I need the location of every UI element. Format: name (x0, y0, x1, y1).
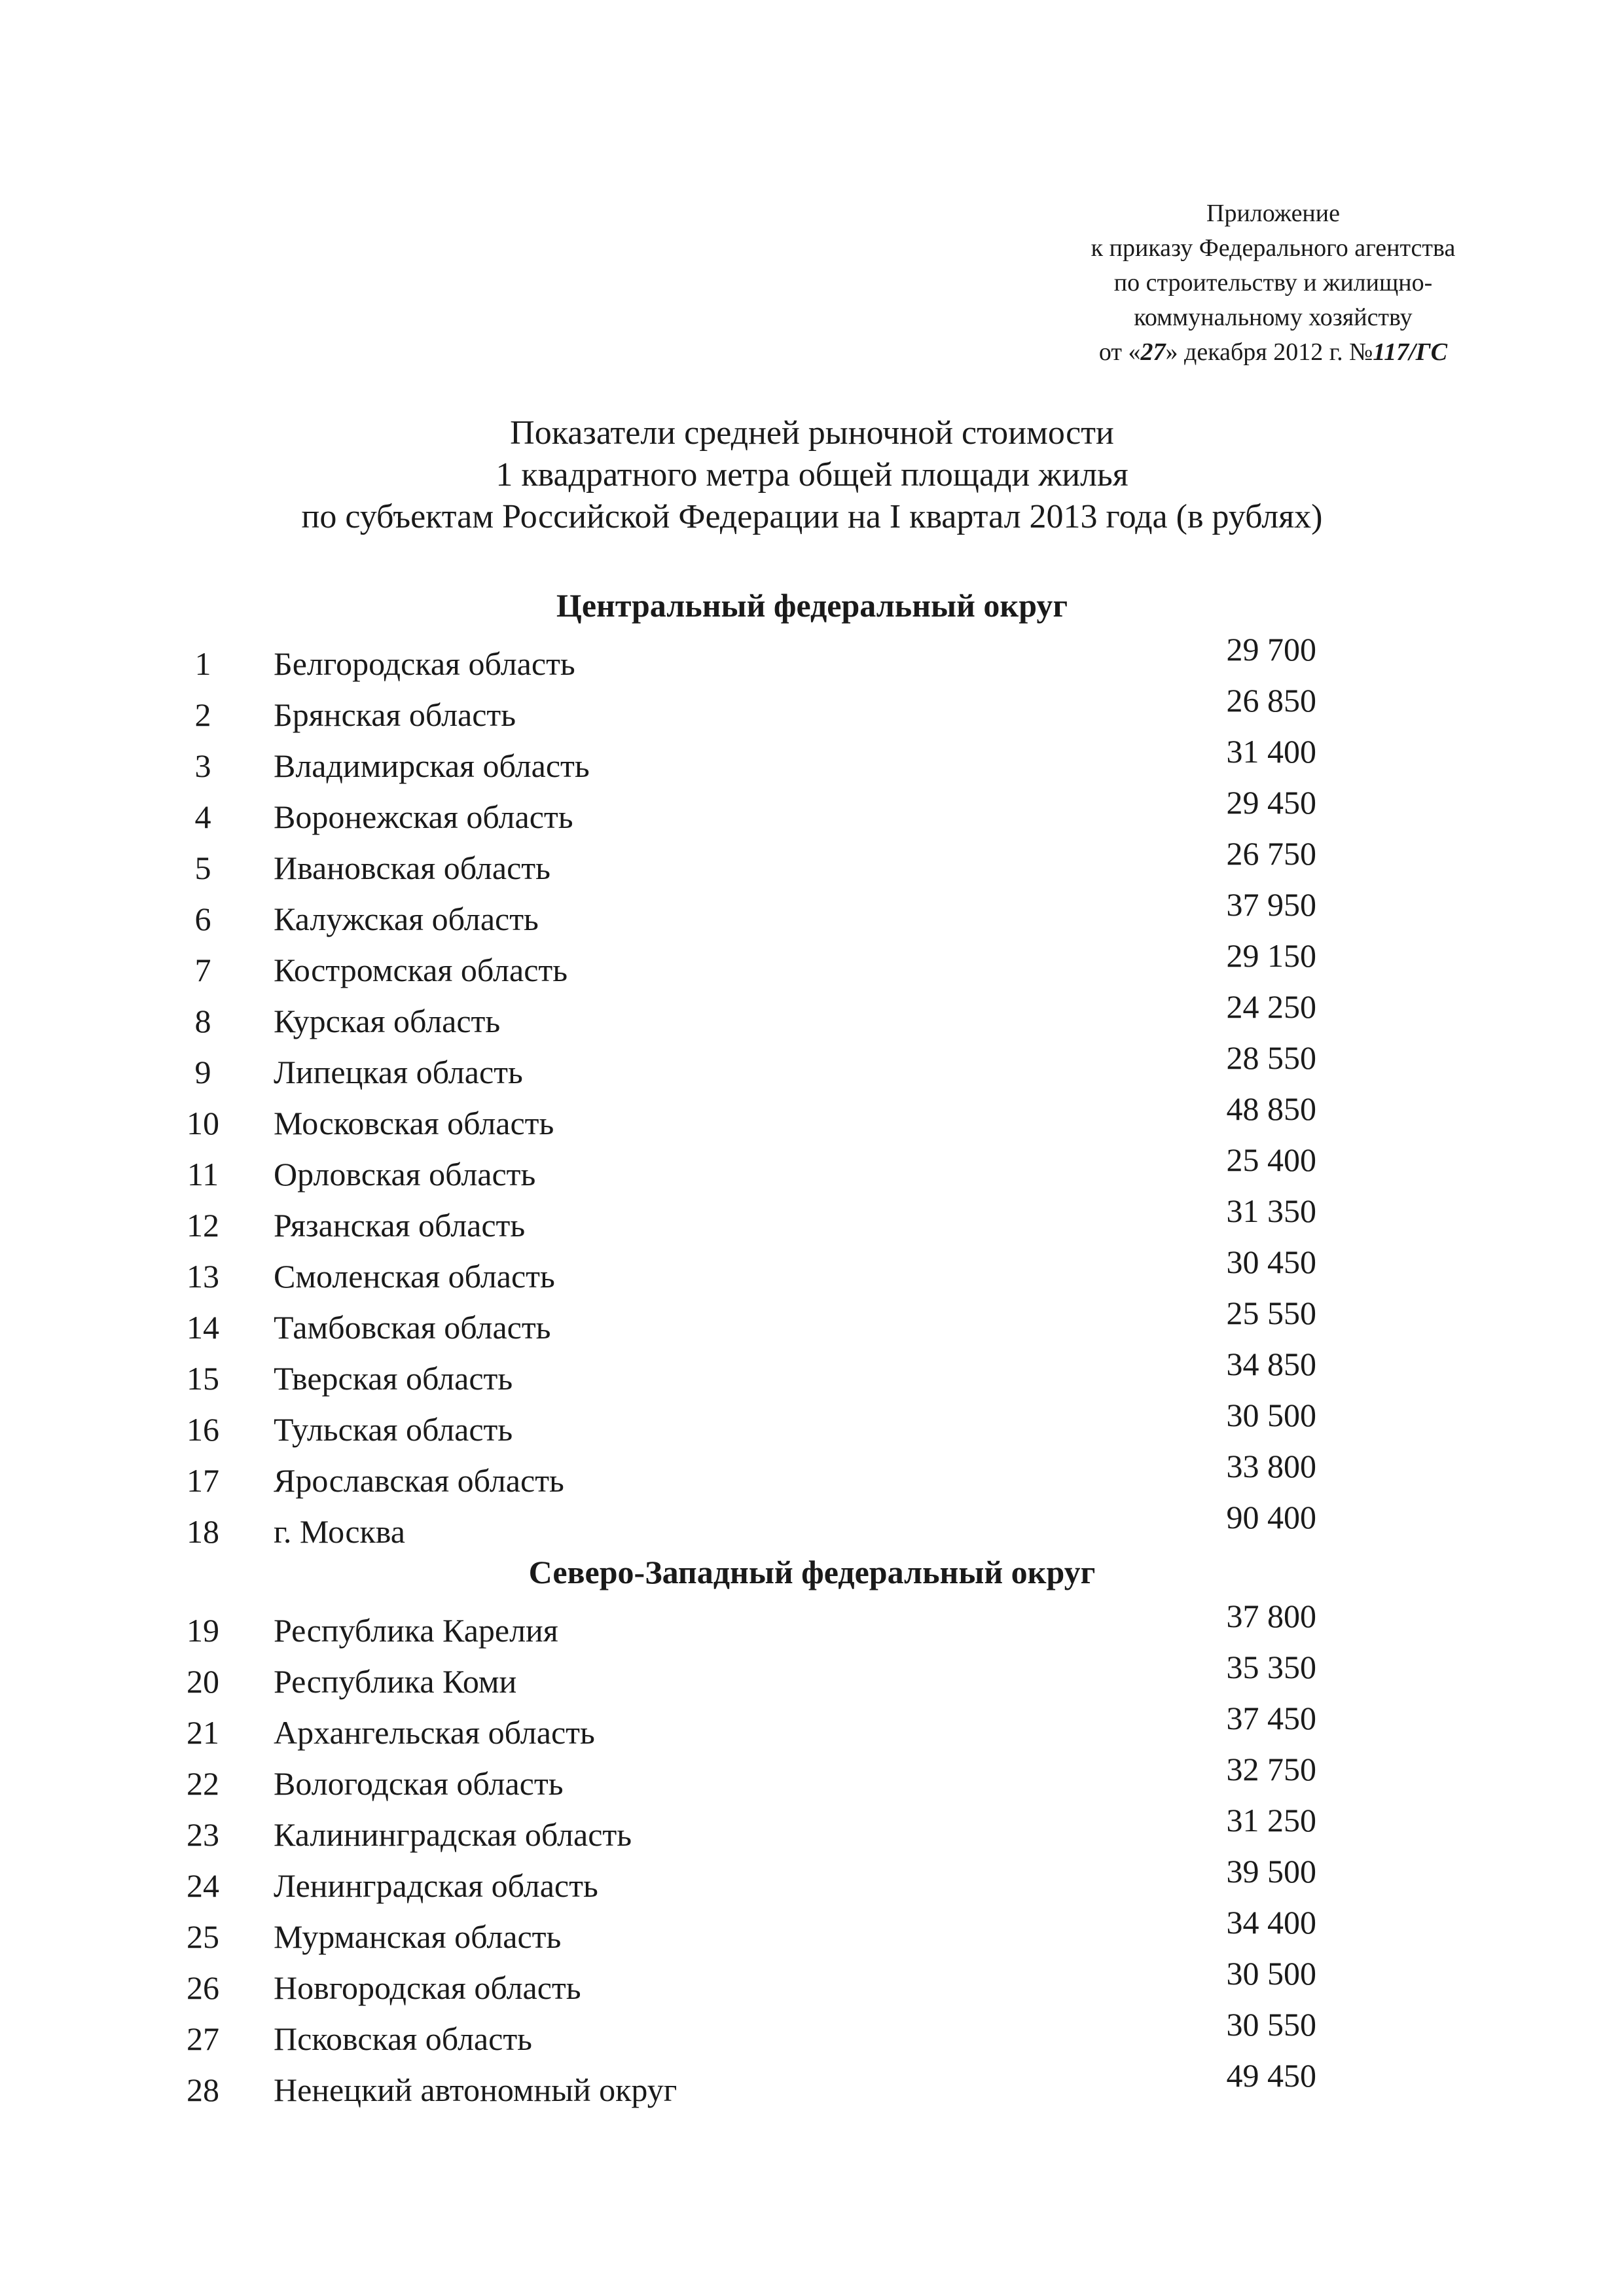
table-row (0, 887, 1624, 938)
row-number: 15 (187, 1360, 219, 1397)
region-name: Воронежская область (274, 798, 573, 835)
region-name: Рязанская область (274, 1207, 526, 1244)
price-value: 26 850 (1226, 682, 1316, 719)
row-number: 19 (187, 1612, 219, 1649)
price-value: 30 450 (1226, 1244, 1316, 1280)
row-number: 21 (187, 1714, 219, 1751)
price-value: 49 450 (1226, 2057, 1316, 2094)
table-row (0, 1803, 1624, 1854)
region-name: г. Москва (274, 1513, 405, 1550)
price-value: 29 450 (1226, 784, 1316, 821)
row-number: 6 (194, 901, 211, 937)
region-name: Тамбовская область (274, 1309, 551, 1346)
row-number: 11 (187, 1156, 219, 1193)
table-row (0, 1040, 1624, 1091)
row-number: 1 (194, 645, 211, 682)
price-value: 39 500 (1226, 1853, 1316, 1890)
region-name: Брянская область (274, 696, 516, 733)
row-number: 20 (187, 1663, 219, 1700)
section-heading: Центральный федеральный округ (556, 587, 1068, 624)
region-name: Курская область (274, 1003, 501, 1039)
price-value: 31 350 (1226, 1193, 1316, 1229)
title-line: 1 квадратного метра общей площади жилья (496, 456, 1128, 493)
region-name: Ярославская область (274, 1462, 564, 1499)
table-row (0, 1854, 1624, 1905)
price-value: 37 450 (1226, 1700, 1316, 1736)
row-number: 23 (187, 1816, 219, 1853)
price-value: 37 800 (1226, 1598, 1316, 1634)
region-name: Липецкая область (274, 1054, 523, 1090)
table-row (0, 989, 1624, 1040)
region-name: Республика Коми (274, 1663, 517, 1700)
table-row (0, 1091, 1624, 1142)
region-name: Смоленская область (274, 1258, 555, 1295)
table-row (0, 1244, 1624, 1295)
table-row (0, 1448, 1624, 1499)
table-row (0, 1649, 1624, 1700)
region-name: Тверская область (274, 1360, 513, 1397)
appendix-date-line (979, 335, 1568, 370)
appendix-line: коммунальному хозяйству (1134, 304, 1413, 331)
document-title (0, 412, 1624, 538)
region-name: Ивановская область (274, 850, 550, 886)
row-number: 17 (187, 1462, 219, 1499)
table-row (0, 938, 1624, 989)
region-name: Новгородская область (274, 1969, 581, 2006)
appendix-day-handwritten: 27 (1140, 338, 1166, 366)
region-name: Костромская область (274, 952, 568, 988)
region-name: Мурманская область (274, 1918, 562, 1955)
region-name: Орловская область (274, 1156, 536, 1193)
price-value: 31 250 (1226, 1802, 1316, 1839)
row-number: 13 (187, 1258, 219, 1295)
table-row (0, 1700, 1624, 1751)
table-row (0, 785, 1624, 836)
row-number: 26 (187, 1969, 219, 2006)
row-number: 10 (187, 1105, 219, 1141)
region-name: Калининградская область (274, 1816, 632, 1853)
region-name: Калужская область (274, 901, 539, 937)
region-name: Архангельская область (274, 1714, 595, 1751)
row-number: 4 (194, 798, 211, 835)
row-number: 2 (194, 696, 211, 733)
region-name: Республика Карелия (274, 1612, 558, 1649)
table-row (0, 632, 1624, 683)
title-line: по субъектам Российской Федерации на I квартал 2013 года (в рублях) (301, 498, 1323, 535)
price-value: 33 800 (1226, 1448, 1316, 1484)
table-row (0, 836, 1624, 887)
row-number: 14 (187, 1309, 219, 1346)
table-row (0, 1956, 1624, 2007)
appendix-line: Приложение (1206, 200, 1340, 227)
region-name: Вологодская область (274, 1765, 564, 1802)
table-row (0, 2058, 1624, 2109)
section-heading: Северо-Западный федеральный округ (528, 1554, 1096, 1590)
row-number: 12 (187, 1207, 219, 1244)
row-number: 3 (194, 747, 211, 784)
price-value: 31 400 (1226, 733, 1316, 770)
price-value: 32 750 (1226, 1751, 1316, 1787)
table-row (0, 2007, 1624, 2058)
price-value: 26 750 (1226, 835, 1316, 872)
row-number: 9 (194, 1054, 211, 1090)
price-value: 29 700 (1226, 631, 1316, 668)
appendix-line: по строительству и жилищно- (1113, 269, 1433, 296)
price-value: 34 400 (1226, 1904, 1316, 1941)
table-row (0, 1499, 1624, 1551)
region-name: Московская область (274, 1105, 554, 1141)
table-row (0, 683, 1624, 734)
region-name: Белгородская область (274, 645, 575, 682)
region-name: Владимирская область (274, 747, 590, 784)
row-number: 7 (194, 952, 211, 988)
row-number: 27 (187, 2020, 219, 2057)
price-value: 25 550 (1226, 1295, 1316, 1331)
region-name: Тульская область (274, 1411, 513, 1448)
row-number: 25 (187, 1918, 219, 1955)
region-name: Ленинградская область (274, 1867, 598, 1904)
region-name: Псковская область (274, 2020, 532, 2057)
row-number: 5 (194, 850, 211, 886)
price-value: 48 850 (1226, 1090, 1316, 1127)
title-line: Показатели средней рыночной стоимости (510, 414, 1114, 452)
price-value: 34 850 (1226, 1346, 1316, 1382)
price-value: 30 500 (1226, 1397, 1316, 1433)
table-row (0, 1193, 1624, 1244)
price-value: 25 400 (1226, 1141, 1316, 1178)
appendix-date-mid: » декабря 2012 г. № (1165, 338, 1373, 366)
appendix-number-handwritten: 117/ГС (1373, 338, 1448, 366)
appendix-date-prefix: от « (1098, 338, 1141, 366)
table-row (0, 1142, 1624, 1193)
row-number: 24 (187, 1867, 219, 1904)
table-row (0, 1751, 1624, 1803)
price-value: 30 550 (1226, 2006, 1316, 2043)
price-value: 24 250 (1226, 988, 1316, 1025)
appendix-block (979, 196, 1568, 370)
row-number: 28 (187, 2072, 219, 2108)
price-value: 37 950 (1226, 886, 1316, 923)
row-number: 18 (187, 1513, 219, 1550)
table-row (0, 1905, 1624, 1956)
row-number: 22 (187, 1765, 219, 1802)
table-row (0, 734, 1624, 785)
row-number: 8 (194, 1003, 211, 1039)
table-row (0, 1346, 1624, 1397)
price-value: 90 400 (1226, 1499, 1316, 1535)
table-row (0, 1397, 1624, 1448)
appendix-line: к приказу Федерального агентства (1091, 234, 1456, 262)
table-row (0, 1598, 1624, 1649)
region-name: Ненецкий автономный округ (274, 2072, 677, 2108)
row-number: 16 (187, 1411, 219, 1448)
price-value: 28 550 (1226, 1039, 1316, 1076)
table-row (0, 1295, 1624, 1346)
price-value: 29 150 (1226, 937, 1316, 974)
price-value: 35 350 (1226, 1649, 1316, 1685)
price-value: 30 500 (1226, 1955, 1316, 1992)
